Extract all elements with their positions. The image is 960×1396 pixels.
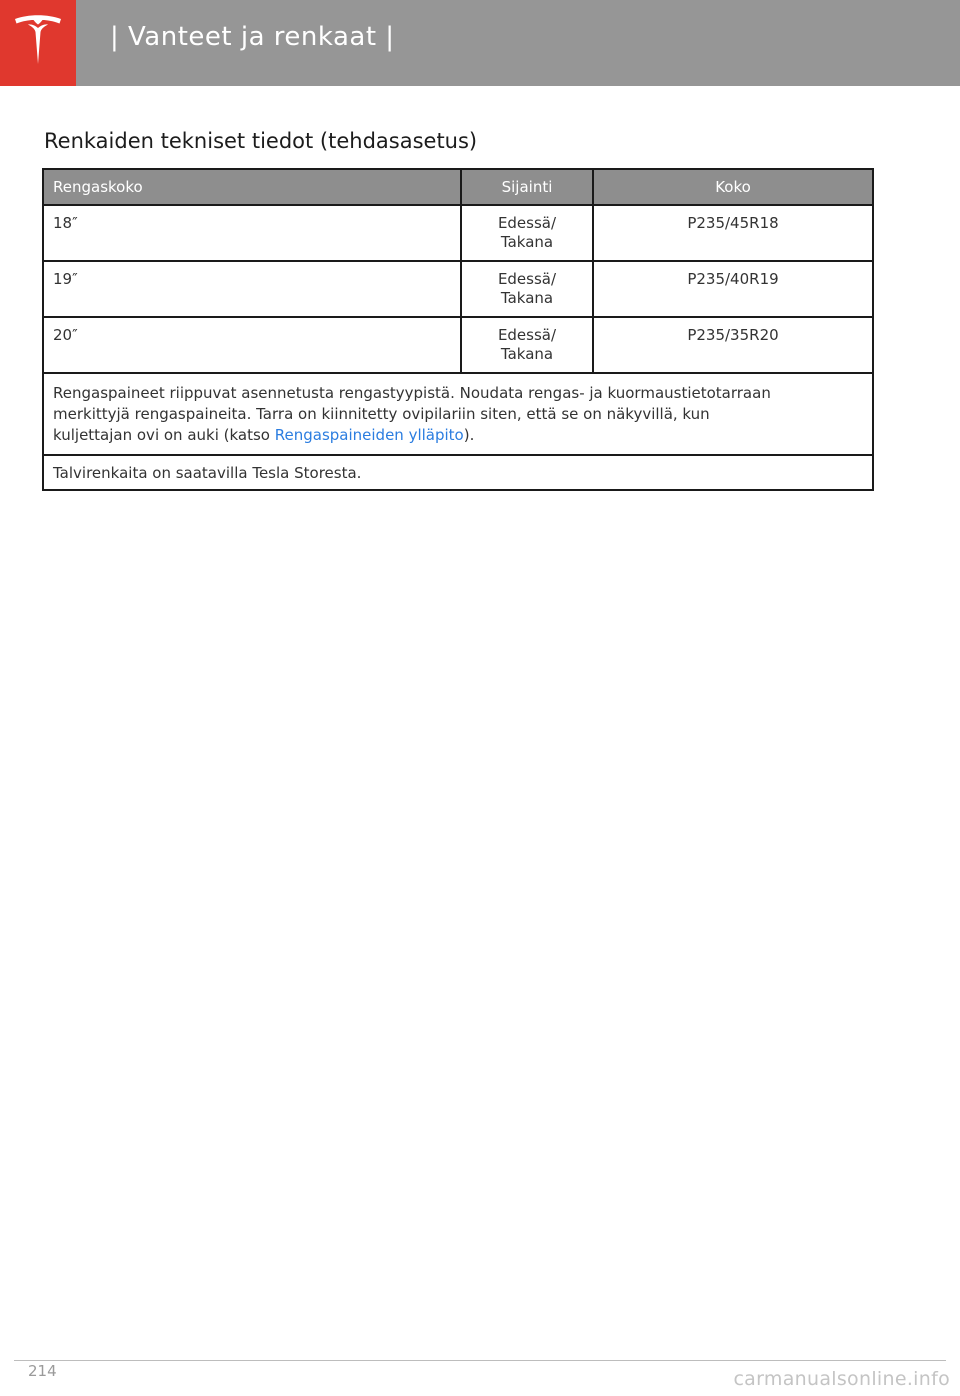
cell-tire-spec: P235/45R18 [593, 205, 873, 261]
cell-position [461, 317, 593, 373]
cell-tire-size: 18″ [43, 205, 461, 261]
note-line-1: Rengaspaineet riippuvat asennetusta rengastyypistä. Noudata rengas- ja kuormaustietotarraan [53, 384, 771, 402]
cell-tire-spec: P235/35R20 [593, 317, 873, 373]
cell-tire-spec: P235/40R19 [593, 261, 873, 317]
tesla-logo-icon [12, 14, 64, 70]
watermark: carmanualsonline.info [733, 1368, 950, 1390]
footer-divider [14, 1360, 946, 1361]
column-header-tire-size: Rengaskoko [43, 169, 461, 205]
tire-spec-table [42, 168, 874, 491]
tire-pressure-note [43, 373, 873, 455]
page-number: 214 [28, 1362, 57, 1380]
cell-position [461, 261, 593, 317]
table-row [43, 205, 873, 261]
tire-pressure-maintenance-link[interactable]: Rengaspaineiden ylläpito [274, 426, 464, 444]
note-line-3-suffix: ). [463, 426, 475, 444]
table-row [43, 261, 873, 317]
note-line-2: merkittyjä rengaspaineita. Tarra on kiinnitetty ovipilariin siten, että se on näkyvillä, kun [53, 405, 710, 423]
section-title: Renkaiden tekniset tiedot (tehdasasetus) [44, 129, 478, 153]
cell-position [461, 205, 593, 261]
cell-tire-size: 19″ [43, 261, 461, 317]
position-line2: Takana [500, 289, 554, 307]
position-line1: Edessä/ [497, 326, 557, 344]
position-line2: Takana [500, 345, 554, 363]
table-note-row [43, 373, 873, 455]
column-header-position: Sijainti [461, 169, 593, 205]
note-line-3-prefix: kuljettajan ovi on auki (katso [53, 426, 275, 444]
page-header [0, 0, 960, 86]
column-header-size: Koko [593, 169, 873, 205]
position-line1: Edessä/ [497, 270, 557, 288]
table-header-row [43, 169, 873, 205]
cell-tire-size: 20″ [43, 317, 461, 373]
position-line1: Edessä/ [497, 214, 557, 232]
table-note-row [43, 455, 873, 490]
chapter-title: | Vanteet ja renkaat | [110, 22, 395, 52]
position-line2: Takana [500, 233, 554, 251]
winter-tire-note: Talvirenkaita on saatavilla Tesla Storesta. [43, 455, 873, 490]
logo-box [0, 0, 76, 86]
table-row [43, 317, 873, 373]
